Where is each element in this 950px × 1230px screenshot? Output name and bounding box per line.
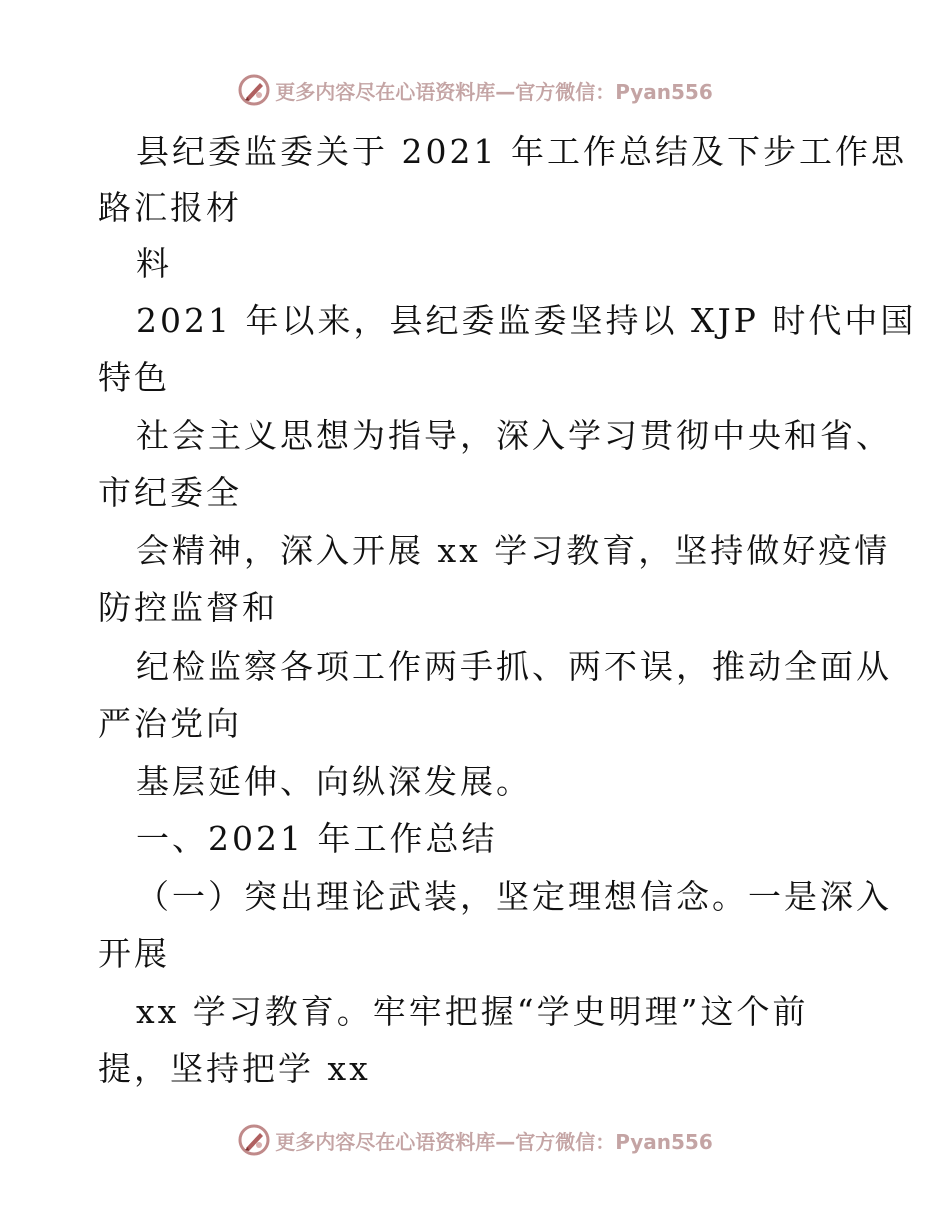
document-title-line-1: 县纪委监委关于 2021 年工作总结及下步工作思 [136, 132, 907, 171]
paragraph-line: 基层延伸、向纵深发展。 [136, 762, 532, 801]
section-heading: 一、2021 年工作总结 [136, 819, 498, 858]
document-title-line-3: 料 [136, 244, 172, 283]
header-watermark [0, 70, 950, 110]
paragraph-line: 纪检监察各项工作两手抓、两不误，推动全面从 [136, 647, 892, 686]
paragraph-line: 提，坚持把学 xx [98, 1049, 371, 1088]
paragraph-line: 社会主义思想为指导，深入学习贯彻中央和省、 [136, 416, 892, 455]
footer-watermark [0, 1120, 950, 1160]
document-title-line-2: 路汇报材 [98, 188, 242, 227]
paragraph-line: 严治党向 [98, 704, 242, 743]
paragraph-line: 市纪委全 [98, 473, 242, 512]
watermark-text: 更多内容尽在心语资料库—官方微信：Pyan556 [275, 79, 713, 104]
paragraph-line: 2021 年以来，县纪委监委坚持以 XJP 时代中国 [136, 301, 917, 340]
paragraph-line: 会精神，深入开展 xx 学习教育，坚持做好疫情 [136, 531, 891, 570]
subsection-heading-line: （一）突出理论武装，坚定理想信念。一是深入 [136, 877, 892, 916]
pen-logo-icon [237, 73, 271, 107]
watermark-text: 更多内容尽在心语资料库—官方微信：Pyan556 [275, 1129, 713, 1154]
paragraph-line: xx 学习教育。牢牢把握“学史明理”这个前 [136, 992, 809, 1031]
paragraph-line: 特色 [98, 358, 170, 397]
pen-logo-icon [237, 1123, 271, 1157]
paragraph-line: 防控监督和 [98, 588, 278, 627]
paragraph-line: 开展 [98, 934, 170, 973]
